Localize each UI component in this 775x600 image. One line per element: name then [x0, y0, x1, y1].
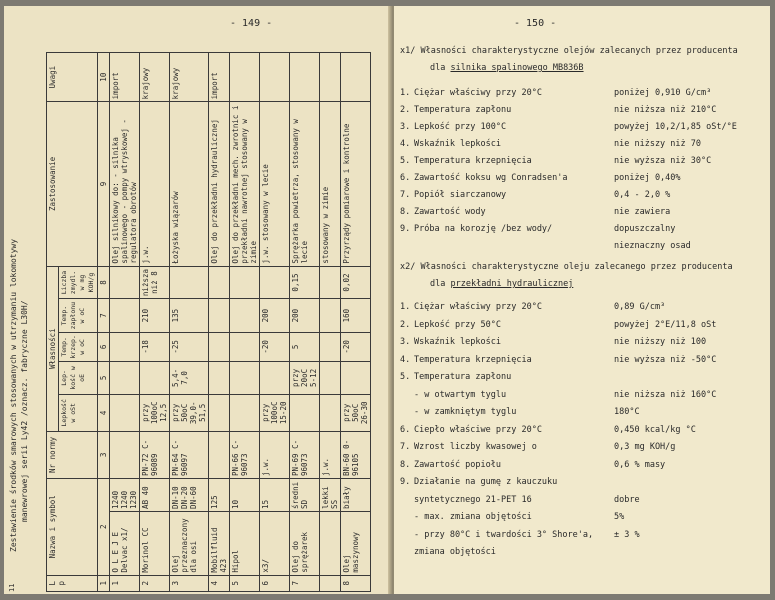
table-row	[290, 53, 320, 592]
table-row	[110, 53, 140, 592]
table-header-row	[47, 53, 59, 592]
table-cell-v2	[260, 361, 290, 394]
table-cell-number: PN-66 C-96073	[230, 431, 260, 478]
header-prop-2: Lep- kość w oE	[59, 361, 98, 394]
subheading-underlined: przekładni hydraulicznej	[450, 279, 574, 289]
table-cell-v3	[230, 332, 260, 361]
table-cell-name: O L E J E Delvac x1/	[110, 511, 140, 575]
property-value: 180°C	[614, 407, 640, 417]
header-lp: L p	[47, 575, 98, 591]
table-cell-use: j.w.	[140, 102, 170, 266]
table-cell-use: j.w. stosowany w lecie	[260, 102, 290, 266]
table-cell-note	[320, 53, 341, 102]
table-cell-v3	[320, 332, 341, 361]
table-cell-use: Olej silnikowy do: - silnika spalinowego - pompy wtryskowej - regulatora obrotów	[110, 102, 140, 266]
property-label: Zawartość koksu wg Conradsen'a	[414, 173, 568, 183]
table-cell-lp: 8	[341, 575, 371, 591]
property-value: nie zawiera	[614, 207, 671, 217]
property-number: 8.	[400, 207, 411, 217]
col-num: 4	[98, 394, 110, 431]
property-value: poniżej 0,40%	[614, 173, 681, 183]
section-engine-oil-heading: x1/ Własności charakterystyczne olejów zalecanych przez producenta	[400, 46, 738, 56]
property-value: powyżej 2°E/11,8 oSt	[614, 319, 717, 330]
property-number: 5.	[400, 372, 411, 382]
table-row	[230, 53, 260, 592]
table-cell-v1: przy 50oC 26-30	[341, 394, 371, 431]
table-cell-use: stosowany w zimie	[320, 102, 341, 266]
table-cell-code: średni SD	[290, 479, 320, 512]
col-num: 6	[98, 332, 110, 361]
section-engine-oil-subheading	[400, 63, 738, 74]
section-hydraulic-oil-heading: x2/ Własności charakterystyczne oleju zalecanego przez producenta	[400, 262, 733, 272]
property-label: Temperatura krzepnięcia	[414, 156, 532, 166]
table-cell-use: Przyrządy pomiarowe i kontrolne	[341, 102, 371, 266]
table-cell-v4: 160	[341, 299, 371, 332]
property-value: dobre	[614, 494, 640, 505]
table-cell-v3: -20	[341, 332, 371, 361]
section-hydraulic-oil-subheading	[400, 279, 733, 290]
property-label: Wskaźnik lepkości	[414, 337, 501, 347]
col-num: 1	[98, 575, 110, 591]
table-cell-v5	[110, 266, 140, 299]
table-cell-code: biały	[341, 479, 371, 512]
table-cell-note: import	[110, 53, 140, 102]
col-num: 3	[98, 431, 110, 478]
table-cell-code: 125	[209, 479, 230, 512]
section-hydraulic-oil	[400, 262, 733, 290]
table-cell-v5	[230, 266, 260, 299]
table-cell-v3: -18	[140, 332, 170, 361]
property-label: Zawartość wody	[414, 207, 486, 217]
table-cell-v2	[140, 361, 170, 394]
property-value: nie wyższa niż 30°C	[614, 156, 712, 166]
property-number: 2.	[400, 105, 411, 115]
table-cell-code: lekki SS	[320, 479, 341, 512]
table-cell-code: 10	[230, 479, 260, 512]
table-cell-use: Łożyska wiązarów	[170, 102, 209, 266]
col-num: 9	[98, 102, 110, 266]
property-number: 2.	[400, 319, 411, 330]
property-value: nie niższy niż 100	[614, 337, 707, 347]
table-cell-number	[209, 431, 230, 478]
property-value: powyżej 10,2/1,85 oSt/°E	[614, 122, 737, 132]
table-cell-v4	[320, 299, 341, 332]
header-name: Nazwa i symbol	[47, 479, 98, 576]
property-label: Ciężar właściwy przy 20°C	[414, 302, 542, 312]
section-engine-oil	[400, 46, 738, 74]
table-cell-v3: -20	[260, 332, 290, 361]
property-number: 4.	[400, 354, 411, 365]
table-cell-name: Olej maszynowy	[341, 511, 371, 575]
table-cell-v4	[110, 299, 140, 332]
table-cell-code: AB 40	[140, 479, 170, 512]
table-cell-v5: 0,02	[341, 266, 371, 299]
table-cell-code: 1240 1240 1230	[110, 479, 140, 512]
property-value: nie niższa niż 160°C	[614, 389, 717, 400]
table-cell-v2	[320, 361, 341, 394]
left-page	[4, 6, 392, 594]
table-row	[170, 53, 209, 592]
caption-line-2: manewrowej serii Ly42 /oznacz. fabryczne L30H/	[20, 300, 29, 522]
property-label: - max. zmiana objętości	[414, 512, 532, 522]
col-num: 8	[98, 266, 110, 299]
table-cell-v4: 210	[140, 299, 170, 332]
table-cell-name: Olej do sprężarek	[290, 511, 320, 575]
table-cell-name	[320, 511, 341, 575]
table-cell-v3	[209, 332, 230, 361]
property-label: syntetycznego 21-PET 16	[414, 494, 532, 505]
table-cell-lp: 6	[260, 575, 290, 591]
table-cell-v1	[110, 394, 140, 431]
table-cell-name: Mobilfluid 423	[209, 511, 230, 575]
property-value: 0,89 G/cm³	[614, 302, 666, 312]
table-cell-note: krajowy	[170, 53, 209, 102]
table-cell-lp: 3	[170, 575, 209, 591]
table-cell-v1	[320, 394, 341, 431]
table-cell-code: 15	[260, 479, 290, 512]
property-value: dopuszczalny	[614, 224, 676, 234]
table-cell-lp	[320, 575, 341, 591]
lubricants-table	[46, 52, 371, 592]
table-cell-v2	[110, 361, 140, 394]
table-caption	[8, 52, 30, 592]
table-cell-name: Olej przeznaczony dla osi	[170, 511, 209, 575]
property-label: Temperatura krzepnięcia	[414, 354, 532, 365]
table-cell-v5	[320, 266, 341, 299]
property-number: 7.	[400, 442, 411, 452]
table-cell-v2	[341, 361, 371, 394]
subheading-prefix: dla	[430, 279, 446, 289]
col-num-11: 11	[8, 583, 16, 592]
property-value: poniżej 0,910 G/cm³	[614, 88, 712, 98]
table-row	[320, 53, 341, 592]
table-cell-v4: 200	[290, 299, 320, 332]
header-prop-5: Liczba zmydl. w mg KOH/g	[59, 266, 98, 299]
table-cell-name: Morinol CC	[140, 511, 170, 575]
table-cell-v1: przy 100oC 12,5	[140, 394, 170, 431]
property-label: Zawartość popiołu	[414, 459, 501, 470]
table-row	[341, 53, 371, 592]
table-cell-number: PN-64 C-96097	[170, 431, 209, 478]
property-label: Próba na korozję /bez wody/	[414, 224, 553, 234]
property-label: Temperatura zapłonu	[414, 372, 512, 382]
header-number: Nr normy	[47, 431, 98, 478]
table-cell-note: krajowy	[140, 53, 170, 102]
header-props-group: Własności	[47, 266, 59, 431]
property-number: 3.	[400, 122, 411, 132]
table-cell-v2: 5,4-7,0	[170, 361, 209, 394]
table-row	[140, 53, 170, 592]
property-label: Lepkość przy 100°C	[414, 122, 507, 132]
table-cell-v4	[209, 299, 230, 332]
property-value: nie niższy niż 70	[614, 139, 701, 149]
table-cell-lp: 2	[140, 575, 170, 591]
property-number: 1.	[400, 88, 411, 98]
table-cell-v5: niższa niż 8	[140, 266, 170, 299]
property-value: 5%	[614, 512, 625, 522]
table-cell-number: j.w.	[260, 431, 290, 478]
table-cell-number: j.w.	[320, 431, 341, 478]
property-number: 3.	[400, 337, 411, 347]
property-value: 0,3 mg KOH/g	[614, 442, 676, 452]
table-body	[110, 53, 371, 592]
page-number-right: - 150 -	[514, 18, 557, 29]
table-row	[209, 53, 230, 592]
table-cell-v4	[230, 299, 260, 332]
property-label: Lepkość przy 50°C	[414, 319, 501, 330]
col-num: 10	[98, 53, 110, 102]
property-number: 6.	[400, 173, 411, 183]
header-prop-4: Temp. zapłonu w oC	[59, 299, 98, 332]
header-prop-3: Temp. krzep. w oC	[59, 332, 98, 361]
property-number: 1.	[400, 302, 411, 312]
property-number: 5.	[400, 156, 411, 166]
table-cell-v2: przy 20oC 5-12	[290, 361, 320, 394]
table-cell-name: Hipol	[230, 511, 260, 575]
rotated-table-container	[8, 52, 386, 592]
table-cell-v1: przy 100oC 15-20	[260, 394, 290, 431]
table-cell-number: PN-69 C-96073	[290, 431, 320, 478]
property-number: 8.	[400, 459, 411, 470]
table-cell-v1	[209, 394, 230, 431]
property-number: 9.	[400, 477, 411, 487]
table-cell-number: PN-72 C-96089	[140, 431, 170, 478]
table-cell-v5	[170, 266, 209, 299]
table-cell-v2	[230, 361, 260, 394]
table-cell-v3	[110, 332, 140, 361]
property-value: ± 3 %	[614, 529, 640, 540]
property-value: 0,450 kcal/kg °C	[614, 424, 696, 435]
caption-line-1: Zestawienie środków smarowych stosowanych w utrzymaniu lokomotywy	[9, 238, 18, 552]
table-cell-note	[230, 53, 260, 102]
right-page	[394, 6, 770, 594]
property-value: nieznaczny osad	[614, 241, 691, 251]
property-number: 9.	[400, 224, 411, 234]
header-use: Zastosowanie	[47, 102, 98, 266]
table-cell-code: DN-10 DN-20 DN-60	[170, 479, 209, 512]
table-cell-number: BN-60 0-96105	[341, 431, 371, 478]
col-num: 7	[98, 299, 110, 332]
property-label: - w zamkniętym tyglu	[414, 407, 517, 417]
property-value: 0,4 - 2,0 %	[614, 190, 671, 200]
table-cell-use: Olej do przekładni mech. zwrotnic i przekładni nawrotnej stosowany w zimie	[230, 102, 260, 266]
property-label: Wskaźnik lepkości	[414, 139, 501, 149]
table-cell-note	[260, 53, 290, 102]
property-label: Wzrost liczby kwasowej o	[414, 442, 537, 452]
property-value: 0,6 % masy	[614, 459, 666, 470]
table-cell-v1: przy 50oC 39,0-51,5	[170, 394, 209, 431]
property-number: 4.	[400, 139, 411, 149]
table-cell-v3: -25	[170, 332, 209, 361]
table-cell-v5	[260, 266, 290, 299]
property-value: nie wyższa niż -50°C	[614, 354, 717, 365]
col-num: 2	[98, 479, 110, 576]
table-cell-v4: 200	[260, 299, 290, 332]
table-cell-name: x3/	[260, 511, 290, 575]
table-cell-number	[110, 431, 140, 478]
subheading-prefix: dla	[430, 63, 446, 73]
property-number: 7.	[400, 190, 411, 200]
table-cell-note: import	[209, 53, 230, 102]
table-cell-lp: 4	[209, 575, 230, 591]
table-cell-v2	[209, 361, 230, 394]
table-cell-lp: 5	[230, 575, 260, 591]
column-number-row	[98, 53, 110, 592]
property-label: Ciepło właściwe przy 20°C	[414, 424, 542, 435]
property-label: - przy 80°C i twardości 3° Shore'a,	[414, 529, 594, 540]
property-label: Popiół siarczanowy	[414, 190, 507, 200]
table-cell-note	[341, 53, 371, 102]
property-label: - w otwartym tyglu	[414, 389, 507, 400]
table-cell-v1	[230, 394, 260, 431]
property-value: nie niższa niż 210°C	[614, 105, 717, 115]
table-cell-use: Olej do przekładni hydraulicznej	[209, 102, 230, 266]
table-cell-lp: 1	[110, 575, 140, 591]
table-cell-lp: 7	[290, 575, 320, 591]
property-label: Ciężar właściwy przy 20°C	[414, 88, 542, 98]
table-cell-v1	[290, 394, 320, 431]
table-row	[260, 53, 290, 592]
subheading-underlined: silnika spalinowego MB836B	[450, 63, 584, 73]
table-cell-note	[290, 53, 320, 102]
header-notes: Uwagi	[47, 53, 98, 102]
property-label: zmiana objętości	[414, 547, 496, 557]
col-num: 5	[98, 361, 110, 394]
property-label: Temperatura zapłonu	[414, 105, 512, 115]
property-number: 6.	[400, 424, 411, 435]
table-cell-v4: 135	[170, 299, 209, 332]
property-label: Działanie na gumę z kauczuku	[414, 477, 558, 487]
header-prop-1: Lepkość w oSt	[59, 394, 98, 431]
table-cell-use: Sprężarka powietrza, stosowany w lecie	[290, 102, 320, 266]
page-number-left: - 149 -	[230, 18, 273, 29]
table-cell-v5: 0,15	[290, 266, 320, 299]
table-cell-v5	[209, 266, 230, 299]
table-cell-v3: 5	[290, 332, 320, 361]
